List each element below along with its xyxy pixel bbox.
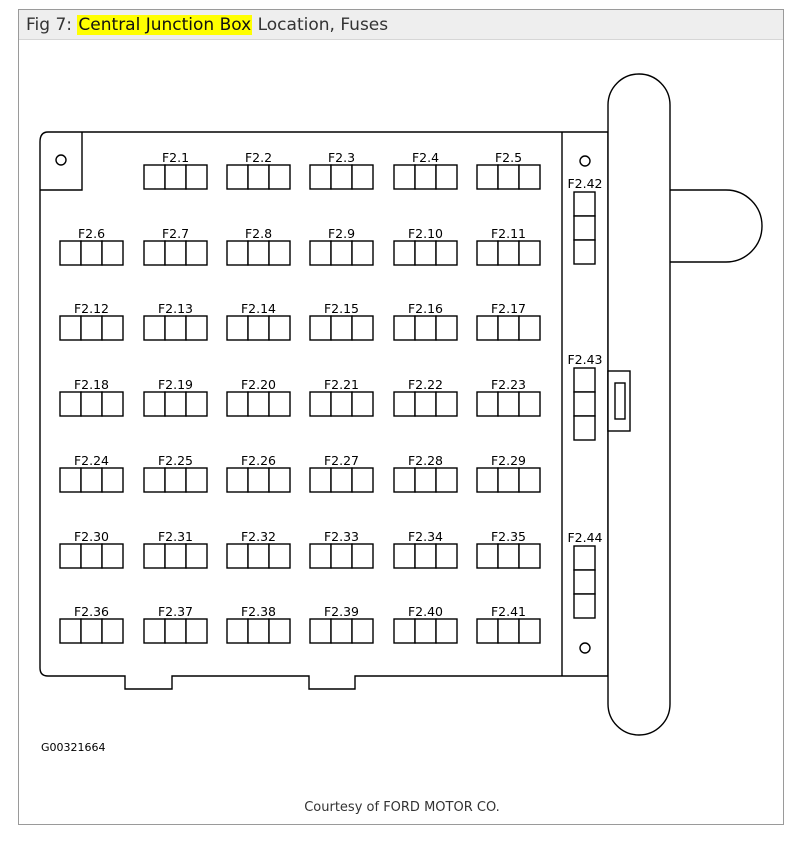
- fuse-F2-29[interactable]: [477, 453, 540, 492]
- fuse-cell: [144, 165, 165, 189]
- connector-plug: [670, 190, 762, 262]
- fuse-cell: [477, 316, 498, 340]
- fuse-F2-8[interactable]: [227, 226, 290, 265]
- fuse-cell: [227, 619, 248, 643]
- fuse-cell: [81, 392, 102, 416]
- fuse-cell: [269, 316, 290, 340]
- fuse-label: F2.28: [407, 453, 444, 468]
- fuse-cell: [574, 240, 595, 264]
- fuse-label: F2.20: [240, 377, 277, 392]
- fuse-cell: [165, 165, 186, 189]
- fuse-cell: [394, 619, 415, 643]
- fuse-label: F2.39: [323, 604, 360, 619]
- fuse-cell: [394, 468, 415, 492]
- mounting-hole: [56, 155, 66, 165]
- mounting-hole: [580, 156, 590, 166]
- fuse-cell: [331, 316, 352, 340]
- fuse-F2-13[interactable]: [144, 301, 207, 340]
- fuse-cell: [519, 544, 540, 568]
- fuse-label: F2.11: [490, 226, 527, 241]
- fuse-cell: [519, 316, 540, 340]
- fuse-cell: [310, 544, 331, 568]
- fuse-F2-16[interactable]: [394, 301, 457, 340]
- fuse-F2-15[interactable]: [310, 301, 373, 340]
- fuse-cell: [331, 165, 352, 189]
- fuse-label: F2.36: [73, 604, 110, 619]
- fuse-label: F2.4: [411, 150, 440, 165]
- fuse-F2-2[interactable]: [227, 150, 290, 189]
- fuse-cell: [436, 316, 457, 340]
- fuse-label: F2.18: [73, 377, 110, 392]
- fuse-F2-7[interactable]: [144, 226, 207, 265]
- fuse-cell: [248, 468, 269, 492]
- fuse-F2-17[interactable]: [477, 301, 540, 340]
- fuse-label: F2.1: [161, 150, 190, 165]
- fuse-cell: [81, 316, 102, 340]
- fuse-F2-44[interactable]: [567, 530, 602, 618]
- fuse-cell: [269, 392, 290, 416]
- fuse-cell: [310, 241, 331, 265]
- fuse-cell: [60, 392, 81, 416]
- figure-title-suffix: Location, Fuses: [252, 15, 389, 35]
- fuse-cell: [498, 544, 519, 568]
- fuse-cell: [310, 165, 331, 189]
- fuse-cell: [498, 468, 519, 492]
- fuse-F2-41[interactable]: [477, 604, 540, 643]
- fuse-cell: [165, 316, 186, 340]
- fuse-cell: [144, 544, 165, 568]
- fuse-F2-27[interactable]: [310, 453, 373, 492]
- fuse-cell: [269, 544, 290, 568]
- fuse-F2-31[interactable]: [144, 529, 207, 568]
- fuse-F2-4[interactable]: [394, 150, 457, 189]
- fuse-label: F2.16: [407, 301, 444, 316]
- fuse-cell: [415, 468, 436, 492]
- fuse-cell: [248, 392, 269, 416]
- mounting-hole: [580, 643, 590, 653]
- fuse-cell: [102, 468, 123, 492]
- fuse-cell: [498, 165, 519, 189]
- fuse-cell: [498, 392, 519, 416]
- fuse-label: F2.2: [244, 150, 273, 165]
- fuse-cell: [269, 468, 290, 492]
- fuse-label: F2.34: [407, 529, 444, 544]
- fuse-cell: [415, 165, 436, 189]
- fuse-cell: [186, 468, 207, 492]
- fuse-F2-12[interactable]: [60, 301, 123, 340]
- fuse-F2-40[interactable]: [394, 604, 457, 643]
- fuse-cell: [60, 468, 81, 492]
- fuse-cell: [102, 392, 123, 416]
- fuse-cell: [574, 570, 595, 594]
- fuse-F2-18[interactable]: [60, 377, 123, 416]
- fuse-cell: [269, 241, 290, 265]
- fuse-cell: [144, 468, 165, 492]
- fuse-F2-23[interactable]: [477, 377, 540, 416]
- fuse-F2-14[interactable]: [227, 301, 290, 340]
- fuse-cell: [331, 241, 352, 265]
- fuse-F2-28[interactable]: [394, 453, 457, 492]
- fuse-F2-1[interactable]: [144, 150, 207, 189]
- fuse-cell: [227, 165, 248, 189]
- fuse-label: F2.3: [327, 150, 356, 165]
- fuse-cell: [519, 468, 540, 492]
- fuse-label: F2.8: [244, 226, 273, 241]
- fuse-label: F2.41: [490, 604, 527, 619]
- fuse-cell: [352, 392, 373, 416]
- fuse-cell: [352, 316, 373, 340]
- fuse-cell: [394, 316, 415, 340]
- fuse-cell: [186, 241, 207, 265]
- fuse-cell: [165, 392, 186, 416]
- fuse-cell: [227, 392, 248, 416]
- fuse-cell: [227, 241, 248, 265]
- fuse-cell: [574, 392, 595, 416]
- fuse-cell: [477, 165, 498, 189]
- fuse-cell: [227, 468, 248, 492]
- fuse-cell: [310, 619, 331, 643]
- fuse-cell: [415, 392, 436, 416]
- fuse-cell: [186, 165, 207, 189]
- fuse-F2-3[interactable]: [310, 150, 373, 189]
- fuse-F2-36[interactable]: [60, 604, 123, 643]
- fuse-cell: [60, 544, 81, 568]
- fuse-cell: [394, 544, 415, 568]
- fuse-cell: [81, 241, 102, 265]
- fuse-cell: [352, 241, 373, 265]
- fuse-F2-39[interactable]: [310, 604, 373, 643]
- fuse-F2-38[interactable]: [227, 604, 290, 643]
- fuse-label: F2.44: [567, 530, 603, 545]
- fuse-cell: [310, 392, 331, 416]
- bracket-outer: [608, 371, 630, 431]
- fuse-cell: [248, 316, 269, 340]
- fuse-cell: [144, 316, 165, 340]
- fuse-cell: [519, 165, 540, 189]
- fuse-cell: [248, 241, 269, 265]
- fuse-label: F2.25: [157, 453, 194, 468]
- fuse-label: F2.30: [73, 529, 110, 544]
- fuse-F2-26[interactable]: [227, 453, 290, 492]
- fuse-F2-22[interactable]: [394, 377, 457, 416]
- fuse-cell: [227, 316, 248, 340]
- fuse-cell: [574, 368, 595, 392]
- mounting-tab: [40, 132, 82, 190]
- fuse-cell: [574, 216, 595, 240]
- fuse-label: F2.15: [323, 301, 360, 316]
- fuse-label: F2.31: [157, 529, 194, 544]
- fuse-cell: [436, 241, 457, 265]
- fuse-cell: [436, 392, 457, 416]
- fuse-cell: [81, 468, 102, 492]
- junction-box-diagram: [19, 10, 785, 826]
- fuse-cell: [81, 544, 102, 568]
- fuse-cell: [331, 392, 352, 416]
- figure-title-prefix: Fig 7:: [26, 15, 78, 35]
- fuse-label: F2.33: [323, 529, 360, 544]
- fuse-F2-33[interactable]: [310, 529, 373, 568]
- fuse-cell: [186, 619, 207, 643]
- fuse-F2-5[interactable]: [477, 150, 540, 189]
- fuse-cell: [310, 316, 331, 340]
- fuse-cell: [186, 316, 207, 340]
- fuse-cell: [186, 544, 207, 568]
- fuse-F2-35[interactable]: [477, 529, 540, 568]
- fuse-cell: [144, 619, 165, 643]
- fuse-cell: [436, 468, 457, 492]
- fuse-label: F2.23: [490, 377, 527, 392]
- fuse-cell: [227, 544, 248, 568]
- fuse-cell: [436, 619, 457, 643]
- fuse-cell: [498, 619, 519, 643]
- fuse-label: F2.14: [240, 301, 277, 316]
- fuse-F2-42[interactable]: [567, 176, 602, 264]
- courtesy-credit: Courtesy of FORD MOTOR CO.: [304, 800, 500, 815]
- fuse-cell: [352, 544, 373, 568]
- fuse-cell: [331, 544, 352, 568]
- fuse-cell: [352, 619, 373, 643]
- fuse-cell: [248, 165, 269, 189]
- fuse-cell: [144, 241, 165, 265]
- figure-title-highlight[interactable]: Central Junction Box: [78, 15, 252, 35]
- fuse-cell: [574, 416, 595, 440]
- fuse-cell: [60, 619, 81, 643]
- fuse-cell: [415, 241, 436, 265]
- fuse-cell: [415, 619, 436, 643]
- fuse-cell: [60, 241, 81, 265]
- fuse-cell: [477, 619, 498, 643]
- fuse-label: F2.10: [407, 226, 444, 241]
- fuse-cell: [331, 619, 352, 643]
- fuse-cell: [165, 619, 186, 643]
- fuse-label: F2.35: [490, 529, 527, 544]
- fuse-label: F2.24: [73, 453, 110, 468]
- fuse-cell: [186, 392, 207, 416]
- fuse-F2-34[interactable]: [394, 529, 457, 568]
- fuse-label: F2.12: [73, 301, 110, 316]
- fuse-cell: [394, 392, 415, 416]
- fuse-cell: [331, 468, 352, 492]
- fuse-cell: [436, 544, 457, 568]
- fuse-cell: [436, 165, 457, 189]
- fuse-cell: [165, 468, 186, 492]
- fuse-F2-32[interactable]: [227, 529, 290, 568]
- fuse-label: F2.27: [323, 453, 360, 468]
- fuse-label: F2.26: [240, 453, 277, 468]
- fuse-label: F2.43: [567, 352, 603, 367]
- fuse-cell: [102, 619, 123, 643]
- fuse-F2-25[interactable]: [144, 453, 207, 492]
- fuse-cell: [477, 241, 498, 265]
- fuse-cell: [352, 165, 373, 189]
- fuse-F2-24[interactable]: [60, 453, 123, 492]
- fuse-cell: [102, 241, 123, 265]
- fuse-cell: [310, 468, 331, 492]
- fuse-cell: [477, 392, 498, 416]
- fuse-label: F2.6: [77, 226, 106, 241]
- fuse-cell: [498, 241, 519, 265]
- diagram-code: G00321664: [41, 741, 106, 754]
- fuse-F2-10[interactable]: [394, 226, 457, 265]
- fuse-cell: [165, 544, 186, 568]
- fuse-cell: [102, 316, 123, 340]
- figure-frame: [18, 9, 784, 825]
- fuse-cell: [269, 165, 290, 189]
- fuse-cell: [81, 619, 102, 643]
- fuse-cell: [102, 544, 123, 568]
- fuse-label: F2.38: [240, 604, 277, 619]
- fuse-F2-11[interactable]: [477, 226, 540, 265]
- fuse-label: F2.17: [490, 301, 527, 316]
- fuse-cell: [165, 241, 186, 265]
- fuse-label: F2.42: [567, 176, 603, 191]
- fuse-cell: [352, 468, 373, 492]
- fuse-cell: [394, 241, 415, 265]
- fuse-label: F2.32: [240, 529, 277, 544]
- fuse-cell: [248, 544, 269, 568]
- fuse-label: F2.22: [407, 377, 444, 392]
- fuse-F2-9[interactable]: [310, 226, 373, 265]
- fuse-F2-37[interactable]: [144, 604, 207, 643]
- fuse-label: F2.29: [490, 453, 527, 468]
- fuse-cell: [519, 619, 540, 643]
- fuse-cell: [574, 546, 595, 570]
- fuse-label: F2.9: [327, 226, 356, 241]
- fuse-label: F2.13: [157, 301, 194, 316]
- fuse-label: F2.5: [494, 150, 523, 165]
- fuse-cell: [248, 619, 269, 643]
- fuse-F2-6[interactable]: [60, 226, 123, 265]
- fuse-cell: [60, 316, 81, 340]
- fuse-label: F2.37: [157, 604, 194, 619]
- fuse-label: F2.40: [407, 604, 444, 619]
- fuse-label: F2.19: [157, 377, 194, 392]
- fuse-F2-20[interactable]: [227, 377, 290, 416]
- fuse-cell: [415, 316, 436, 340]
- fuse-F2-19[interactable]: [144, 377, 207, 416]
- fuse-cell: [519, 392, 540, 416]
- fuse-F2-43[interactable]: [567, 352, 602, 440]
- fuse-cell: [269, 619, 290, 643]
- fuse-cell: [498, 316, 519, 340]
- fuse-cell: [477, 468, 498, 492]
- fuse-label: F2.7: [161, 226, 190, 241]
- fuse-F2-21[interactable]: [310, 377, 373, 416]
- fuse-cell: [574, 594, 595, 618]
- fuse-cell: [144, 392, 165, 416]
- fuse-cell: [574, 192, 595, 216]
- fuse-cell: [394, 165, 415, 189]
- fuse-label: F2.21: [323, 377, 360, 392]
- fuse-cell: [477, 544, 498, 568]
- fuse-F2-30[interactable]: [60, 529, 123, 568]
- fuse-cell: [519, 241, 540, 265]
- fuse-cell: [415, 544, 436, 568]
